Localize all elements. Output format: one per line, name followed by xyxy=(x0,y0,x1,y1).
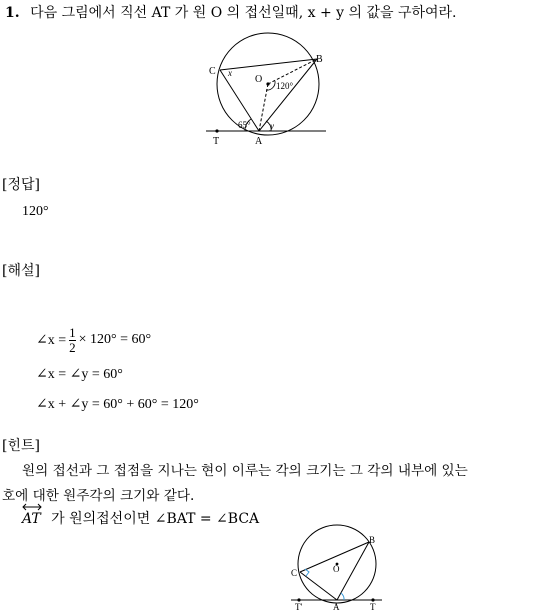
solution-line-1-prefix: ∠x = xyxy=(36,332,67,348)
hint-label-t-prime: T' xyxy=(295,602,303,611)
solution-heading: [해설] xyxy=(2,263,40,279)
figure-circle-tangent xyxy=(200,28,360,150)
hint-label-a: A xyxy=(333,602,340,611)
hint-label-t: T xyxy=(370,602,376,611)
solution-line-2: ∠x = ∠y = 60° xyxy=(36,367,123,382)
label-x: x xyxy=(228,68,232,78)
problem-text: 다음 그림에서 직선 AT 가 원 O 의 접선일때, x + y 의 값을 구하여라. xyxy=(30,5,457,21)
label-65: 65° xyxy=(238,120,251,130)
hint-label-o: O xyxy=(333,564,340,574)
label-t: T xyxy=(213,136,220,147)
label-y: y xyxy=(270,121,274,131)
hint-line-3-text: 가 원의접선이면 ∠BAT = ∠BCA xyxy=(51,511,260,527)
label-c: C xyxy=(209,66,216,77)
hint-line-2: 호에 대한 원주각의 크기와 같다. xyxy=(2,488,195,504)
label-a: A xyxy=(255,136,263,147)
label-120: 120° xyxy=(276,81,294,91)
label-b: B xyxy=(316,54,323,65)
solution-line-1 xyxy=(36,322,151,358)
double-arrow-icon xyxy=(21,503,43,511)
answer-heading: [정답] xyxy=(2,177,40,193)
fraction-one-half xyxy=(69,326,76,355)
solution-line-1-suffix: × 120° = 60° xyxy=(78,332,152,347)
line-at-symbol xyxy=(22,510,41,528)
answer-value: 120° xyxy=(22,204,49,219)
hint-label-c: C xyxy=(291,568,298,578)
label-o: O xyxy=(255,74,263,85)
hint-heading: [힌트] xyxy=(2,438,40,454)
fraction-denominator: 2 xyxy=(69,339,76,355)
solution-line-3: ∠x + ∠y = 60° + 60° = 120° xyxy=(36,397,199,412)
hint-line-3 xyxy=(22,510,259,528)
problem-number: 1. xyxy=(5,5,20,21)
figure-hint-circle xyxy=(285,518,385,611)
hint-line-1: 원의 접선과 그 접점을 지나는 현이 이루는 각의 크기는 그 각의 내부에 있는 xyxy=(22,463,468,479)
problem-statement xyxy=(5,4,457,22)
hint-label-b: B xyxy=(369,535,376,545)
line-at-label: AT xyxy=(22,511,41,527)
fraction-numerator: 1 xyxy=(69,324,76,340)
